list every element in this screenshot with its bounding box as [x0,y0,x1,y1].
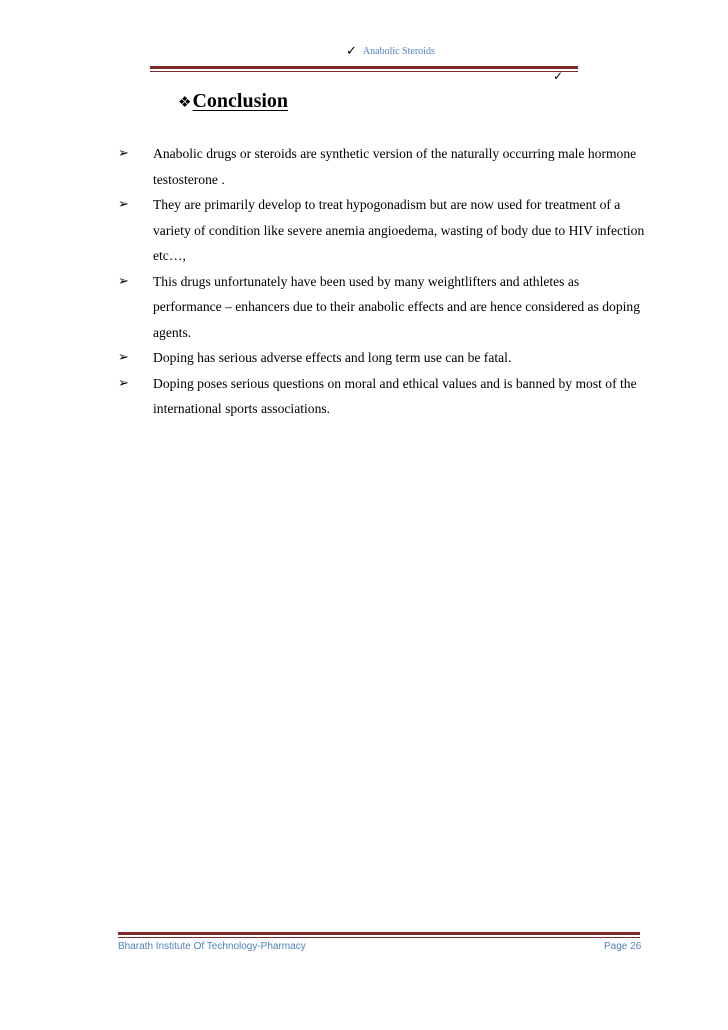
checkmark-icon: ✓ [346,44,357,59]
list-item [118,371,646,422]
section-heading [178,90,288,113]
list-item-text: This drugs unfortunately have been used by many weightlifters and athletes as performance – enhancers due to their anabolic effects and are hence considered as doping agents. [153,273,641,340]
arrow-bullet-icon: ➢ [118,350,129,365]
running-header: Anabolic Steroids [362,46,435,57]
page-number: Page 26 [604,941,642,952]
list-item-text: Doping has serious adverse effects and long term use can be fatal. [153,350,512,365]
list-item [118,192,646,269]
list-item [118,141,646,192]
footer-rule [118,932,640,938]
heading-text: Conclusion [192,90,289,112]
header-rule [150,66,578,72]
arrow-bullet-icon: ➢ [118,197,129,212]
arrow-bullet-icon: ➢ [118,375,129,391]
footer-institute: Bharath Institute Of Technology-Pharmacy [118,941,306,952]
list-item [118,345,646,371]
list-item-text: Anabolic drugs or steroids are synthetic version of the naturally occurring male hormone testosterone . [153,146,637,187]
header-title [346,44,435,59]
list-item [118,269,646,346]
arrow-bullet-icon: ➢ [118,146,129,161]
arrow-bullet-icon: ➢ [118,273,129,289]
conclusion-list [118,141,646,422]
diamond-bullet-icon: ❖ [178,92,192,111]
checkmark-icon: ✓ [553,69,564,83]
list-item-text: Doping poses serious questions on moral and ethical values and is banned by most of the international sports associations. [153,375,637,416]
list-item-text: They are primarily develop to treat hypogonadism but are now used for treatment of a variety of condition like severe anemia angioedema, wasting of body due to HIV infection etc…, [153,197,645,263]
